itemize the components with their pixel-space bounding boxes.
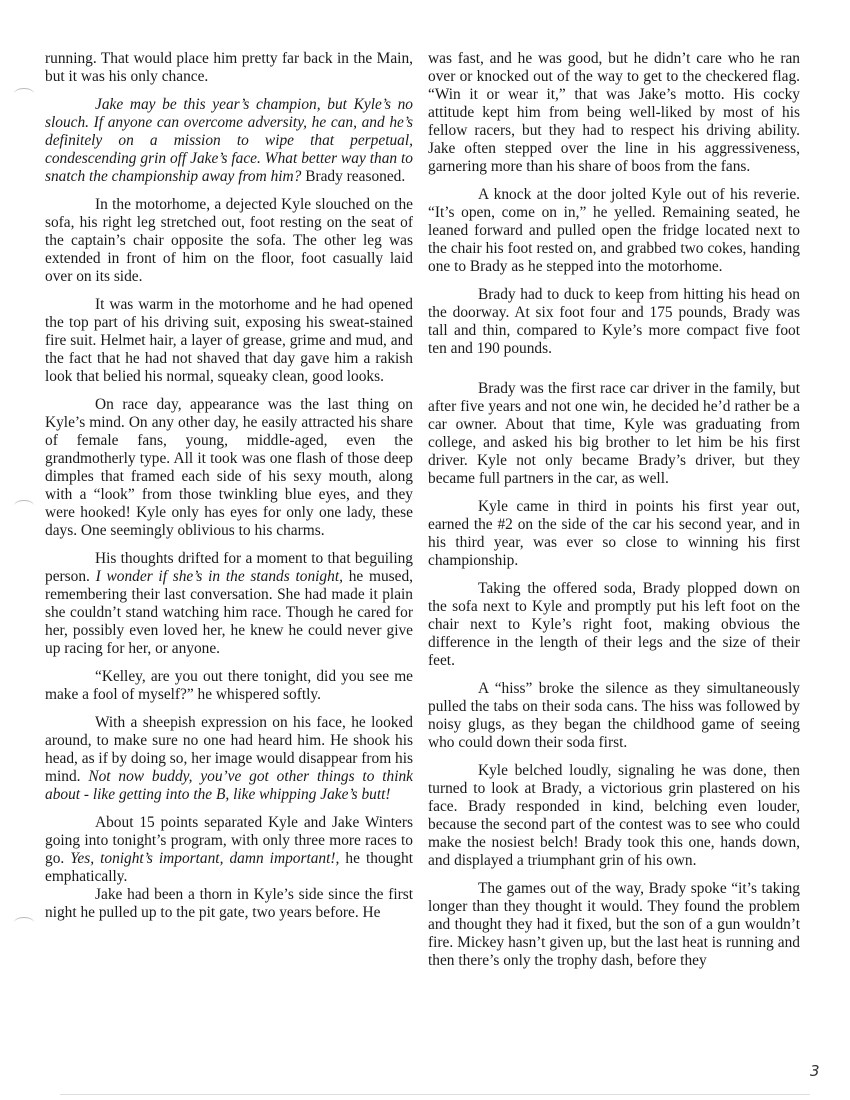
text: running. That would place him pretty far back in the Main, but it was his only chance. xyxy=(45,50,413,85)
text: With a sheepish expression on his face, he looked around, to make sure no one had heard him. He shook his head, as if by doing so, her image would disappear from his mind. xyxy=(45,714,414,785)
paragraph xyxy=(428,50,800,176)
text: It was warm in the motorhome and he had opened the top part of his driving suit, exposing his sweat-stained fire suit. Helmet hair, a layer of grease, grime and mud, and the fact that he had not shaved that day gave him a rakish look that belied his normal, squeaky clean, good looks. xyxy=(45,296,413,385)
paragraph xyxy=(45,296,413,386)
paragraph xyxy=(45,714,413,804)
text: On race day, appearance was the last thing on Kyle’s mind. On any other day, he easily attracted his share of female fans, young, middle-aged, even the grandmotherly type. All it took was one flash of those deep dimples that framed each side of his sexy mouth, along with a “look” from those twinkling blue eyes, and they were hooked! Kyle only has eyes for only one lady, these days. One seemingly oblivious to his charms. xyxy=(45,396,413,539)
paragraph xyxy=(428,186,800,276)
text: A knock at the door jolted Kyle out of his reverie. “It’s open, come on in,” he yelled. Remaining seated, he leaned forward and pulled open the fridge located next to the chair his foot rested on, and grabbed two cokes, handing one to Brady as he stepped into the motorhome. xyxy=(428,186,800,275)
paragraph xyxy=(45,196,413,286)
italic-text: Not now buddy, you’ve got other things to think about - like getting into the B, like whipping Jake’s butt! xyxy=(45,768,413,803)
right-column xyxy=(428,50,800,980)
paragraph xyxy=(428,498,800,570)
text: Kyle came in third in points his first year out, earned the #2 on the side of the car his second year, and in his third year, was ever so close to winning his first championship. xyxy=(428,498,800,569)
paragraph xyxy=(45,668,413,704)
text: was fast, and he was good, but he didn’t care who he ran over or knocked out of the way to get to the checkered flag. “Win it or wear it,” that was Jake’s motto. His cocky attitude kept him from being well-liked by most of his fellow racers, but they had to respect his driving ability. Jake often stepped over the line in his aggressiveness, garnering more than his share of boos from the fans. xyxy=(428,50,800,175)
text: His thoughts drifted for a moment to that beguiling person. xyxy=(45,550,413,585)
scan-mark xyxy=(14,88,34,99)
text: About 15 points separated Kyle and Jake Winters going into tonight’s program, with only three more races to go. xyxy=(45,814,413,867)
scan-mark xyxy=(14,917,34,928)
text: Jake had been a thorn in Kyle’s side since the first night he pulled up to the pit gate, two years before. He xyxy=(45,886,413,921)
text: “Kelley, are you out there tonight, did you see me make a fool of myself?” he whispered softly. xyxy=(45,668,413,703)
italic-text: I wonder if she’s in the stands tonight, xyxy=(95,568,343,585)
paragraph xyxy=(428,580,800,670)
paragraph xyxy=(45,396,413,540)
text: Taking the offered soda, Brady plopped down on the sofa next to Kyle and promptly put his left foot on the chair next to Kyle’s right foot, making obvious the difference in the length of their legs and the size of their feet. xyxy=(428,580,800,669)
text: Brady reasoned. xyxy=(301,168,406,185)
text: In the motorhome, a dejected Kyle slouched on the sofa, his right leg stretched out, foot resting on the seat of the captain’s chair opposite the sofa. The other leg was extended in front of him on the floor, foot casually laid over on its side. xyxy=(45,196,413,285)
text: Brady had to duck to keep from hitting his head on the doorway. At six foot four and 175 pounds, Brady was tall and thin, compared to Kyle’s more compact five foot ten and 190 pounds. xyxy=(428,286,800,357)
paragraph xyxy=(428,880,800,970)
text: Kyle belched loudly, signaling he was done, then turned to look at Brady, a victorious grin plastered on his face. Brady responded in kind, belching even louder, because the second part of the contest was to see who could make the nosiest belch! Brady took this one, hands down, and displayed a triumphant grin of his own. xyxy=(428,762,800,869)
paragraph xyxy=(45,886,413,922)
paragraph xyxy=(428,380,800,488)
paragraph xyxy=(45,50,413,86)
text: Brady was the first race car driver in the family, but after five years and not one win, he decided he’d rather be a car owner. About that time, Kyle was graduating from college, and asked his big brother to let him be his first driver. Kyle not only became Brady’s driver, but they became full partners in the car, as well. xyxy=(428,380,800,487)
text: The games out of the way, Brady spoke “it’s taking longer than they thought it would. They found the problem and thought they had it fixed, but the son of a gun wouldn’t fire. Mickey hasn’t given up, but the last heat is running and then there’s only the trophy dash, before they xyxy=(428,880,800,969)
paragraph xyxy=(428,680,800,752)
scan-mark xyxy=(14,500,34,511)
paragraph xyxy=(428,286,800,358)
left-column xyxy=(45,50,413,932)
page-edge xyxy=(60,1094,810,1095)
text: he mused, remembering their last conversation. She had made it plain she couldn’t stand watching him race. Though he cared for her, possibly even loved her, he knew he could never give up racing for her, or anyone. xyxy=(45,568,414,657)
text: A “hiss” broke the silence as they simultaneously pulled the tabs on their soda cans. The hiss was followed by noisy glugs, as they began the childhood game of seeing who could down their soda first. xyxy=(428,680,800,751)
italic-text: Jake may be this year’s champion, but Kyle’s no slouch. If anyone can overcome adversity, he can, and he’s definitely on a mission to wipe that perpetual, condescending grin off Jake’s face. What better way than to snatch the championship away from him? xyxy=(45,96,413,185)
paragraph xyxy=(45,96,413,186)
italic-text: Yes, tonight’s important, damn important!, xyxy=(70,850,340,867)
text: he thought emphatically. xyxy=(45,850,413,885)
page-number: 3 xyxy=(810,1062,820,1080)
paragraph xyxy=(45,550,413,658)
paragraph xyxy=(428,762,800,870)
paragraph xyxy=(45,814,413,886)
